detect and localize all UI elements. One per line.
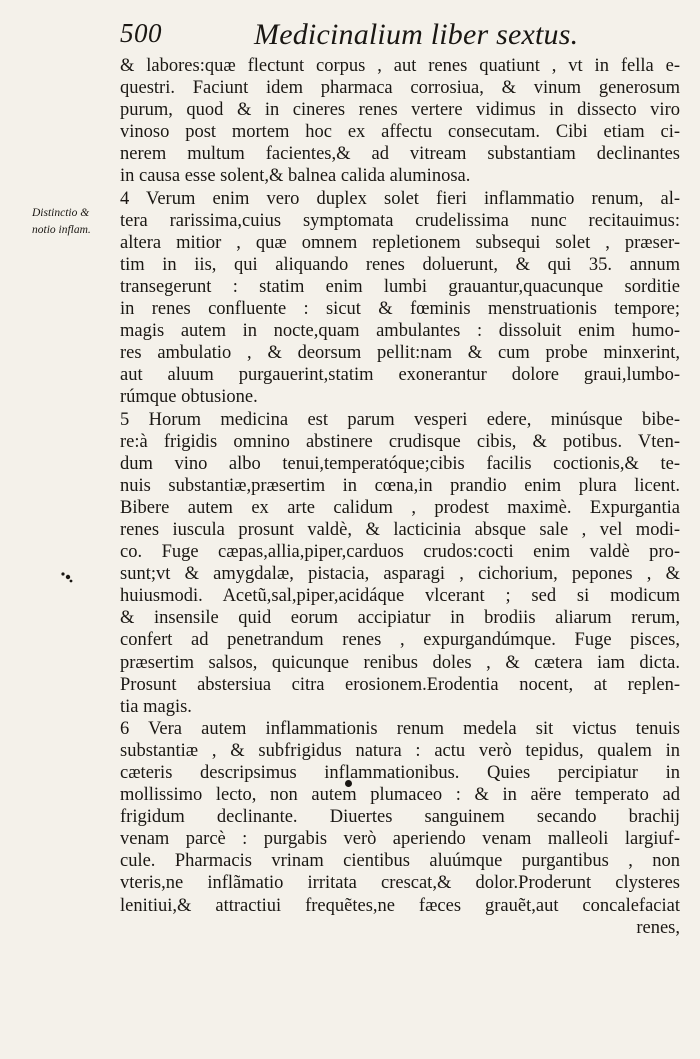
text-line: cule. Pharmacis vrinam cientibus aluúmque purgantibus , non bbox=[120, 851, 680, 872]
text-line: rúmque obtusione. bbox=[120, 387, 258, 408]
marginal-note-line: Distinctio & bbox=[32, 207, 90, 219]
text-line: purum, quod & in cineres renes vertere vidimus in dissecto viro bbox=[120, 100, 680, 121]
text-line: & insensile quid eorum accipiatur in brodiis aliarum rerum, bbox=[120, 608, 680, 629]
text-line: tera rarissima,cuius symptomata crudelissima nunc recitauimus: bbox=[120, 210, 680, 231]
text-line: altera mitior , quæ omnem repletionem subsequi solet , præser- bbox=[120, 232, 680, 253]
text-line: vinoso post mortem hoc ex affectu consecutam. Cibi etiam ci- bbox=[120, 122, 680, 143]
body-text bbox=[120, 55, 680, 939]
text-line: transegerunt : statim enim lumbi grauantur,quacunque sorditie bbox=[120, 276, 680, 297]
text-line: lenitiui,& attractiui frequẽtes,ne fæces grauẽt,aut concalefaciat bbox=[120, 895, 680, 916]
marginal-note bbox=[32, 205, 120, 239]
text-line: vteris,ne inflãmatio irritata crescat,& dolor.Proderunt clysteres bbox=[120, 873, 680, 894]
text-line: aut aluum purgauerint,statim exonerantur dolore graui,lumbo- bbox=[120, 365, 680, 386]
text-line: frigidum declinante. Diuertes sanguinem secando brachij bbox=[120, 807, 680, 828]
text-line: in renes confluente : sicut & fœminis menstruationis tempore; bbox=[120, 299, 680, 320]
text-line: questri. Faciunt idem pharmaca corrosiua, & vinum generosum bbox=[120, 78, 680, 99]
paragraph-start-5: 5 Horum medicina est parum vesperi edere, minúsque bibe- bbox=[120, 409, 680, 430]
text-line: re:à frigidis omnino abstinere crudisque cibis, & potibus. Vten- bbox=[120, 431, 680, 452]
text-line: mollissimo lecto, non autem plumaceo : & in aëre temperato ad bbox=[120, 785, 680, 806]
text-line: præsertim salsos, quicunque renibus doles , & cætera iam dicta. bbox=[120, 652, 680, 673]
text-line: in causa esse solent,& balnea calida aluminosa. bbox=[120, 166, 471, 187]
paragraph-start-6: 6 Vera autem inflammationis renum medela sit victus tenuis bbox=[120, 718, 680, 739]
text-line: substantiæ , & subfrigidus natura : actu verò tepidus, qualem in bbox=[120, 740, 680, 761]
text-line: Bibere autem ex arte calidum , prodest maximè. Expurgantia bbox=[120, 497, 680, 518]
text-line: venam parcè : purgabis verò aperiendo venam malleoli largiuf- bbox=[120, 829, 680, 850]
ink-blot-icon bbox=[60, 571, 74, 583]
text-line: Prosunt abstersiua citra erosionem.Erodentia nocent, at replen- bbox=[120, 674, 680, 695]
text-line: co. Fuge cæpas,allia,piper,carduos crudos:cocti enim valdè pro- bbox=[120, 542, 680, 563]
text-line: sunt;vt & amygdalæ, pistacia, asparagi , cichorium, pepones , & bbox=[120, 564, 680, 585]
marginal-note-line: notio inflam. bbox=[32, 224, 91, 236]
page-number: 500 bbox=[120, 18, 162, 48]
running-head bbox=[120, 18, 680, 52]
catchword: renes, bbox=[636, 917, 680, 938]
text-line: renes iuscula prosunt valdè, & lacticinia absque sale , vel modi- bbox=[120, 519, 680, 540]
text-line: dum vino albo tenui,temperatóque;cibis facilis coctionis,& te- bbox=[120, 453, 680, 474]
text-line: & labores:quæ flectunt corpus , aut renes quatiunt , vt in fella e- bbox=[120, 56, 680, 76]
text-line: nerem multum facientes,& ad vitream substantiam declinantes bbox=[120, 144, 680, 165]
text-line: cæteris descripsimus inflammationibus. Quies percipiatur in bbox=[120, 763, 680, 783]
paragraph-start-4: 4 Verum enim vero duplex solet fieri inflammatio renum, al- bbox=[120, 188, 680, 209]
text-line: nuis substantiæ,præsertim in cœna,in prandio enim plura licent. bbox=[120, 475, 680, 496]
text-line: confert ad penetrandum renes , expurgandúmque. Fuge pisces, bbox=[120, 630, 680, 651]
text-line: huiusmodi. Acetũ,sal,piper,acidáque vlcerant ; sed si modicum bbox=[120, 586, 680, 607]
text-line: res ambulatio , & deorsum pellit:nam & cum probe minxerint, bbox=[120, 343, 680, 364]
text-line: tim in iis, qui aliquando renes doluerunt, & qui 35. annum bbox=[120, 254, 680, 275]
running-title: Medicinalium liber sextus. bbox=[254, 18, 579, 51]
text-line: tia magis. bbox=[120, 696, 192, 717]
text-line: magis autem in nocte,quam ambulantes : dissoluit enim humo- bbox=[120, 321, 680, 342]
